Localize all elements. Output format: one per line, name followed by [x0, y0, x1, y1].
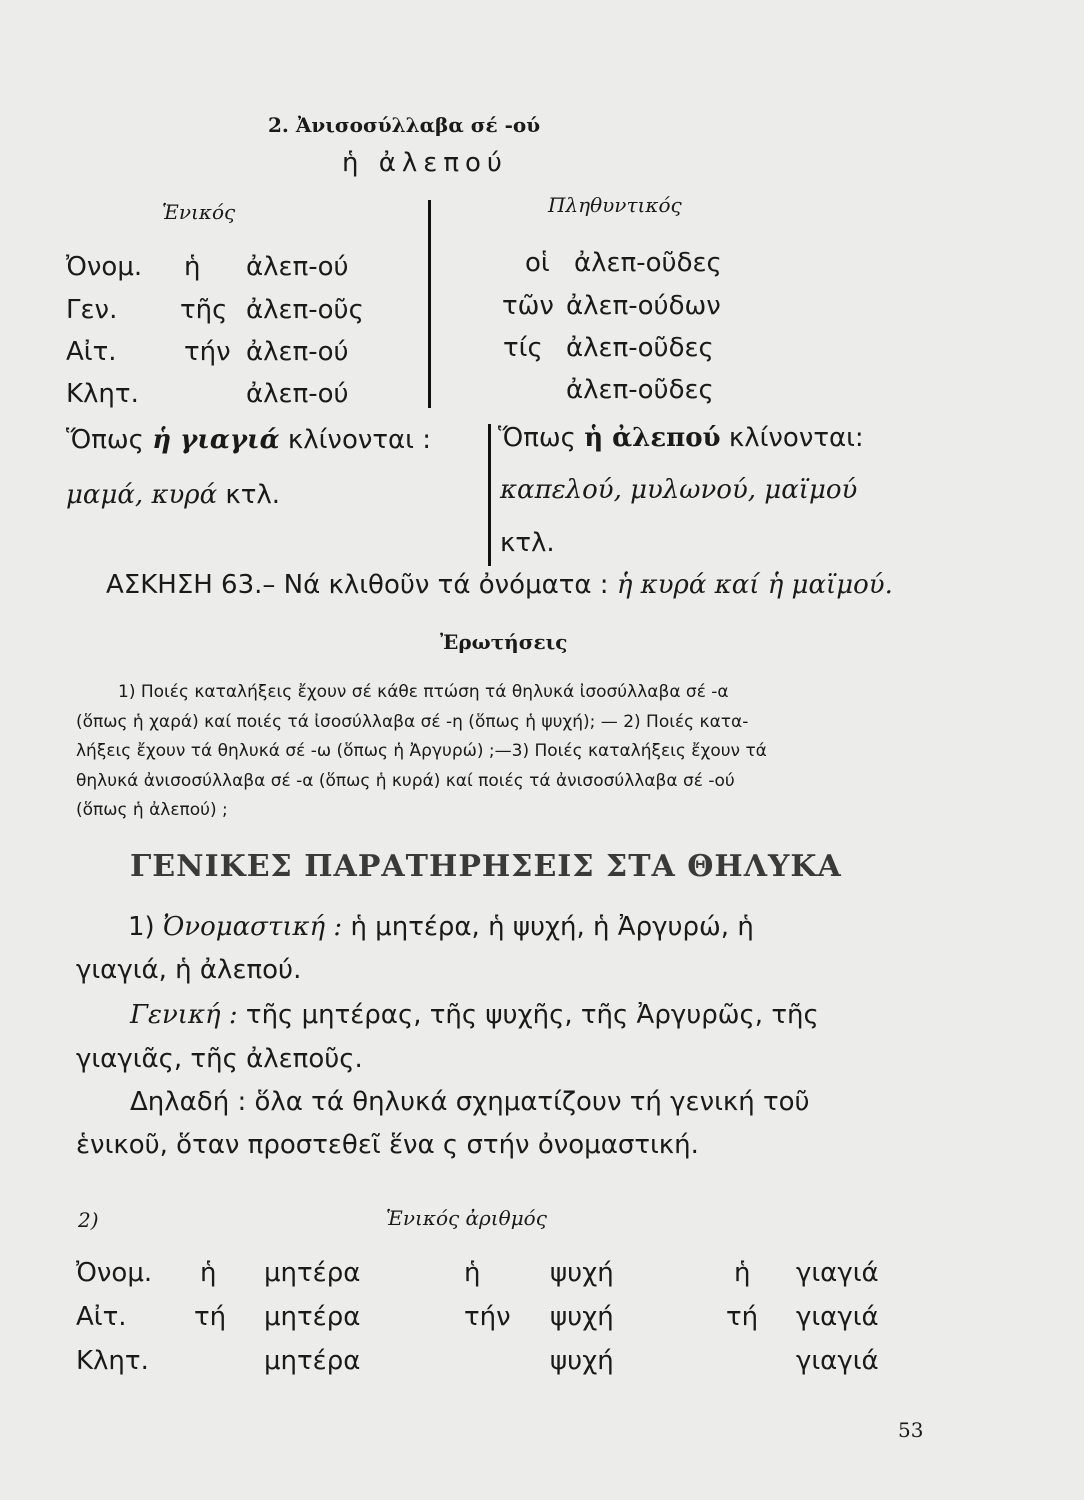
table2-number: 2)	[78, 1208, 99, 1232]
p1-label: Ὀνομαστική :	[162, 912, 343, 942]
table2-word: ψυχή	[550, 1258, 614, 1288]
right-examples-tail: κτλ.	[500, 528, 555, 558]
plural-form: ἀλεπ-οῦδες	[566, 333, 714, 363]
table2-word: μητέρα	[264, 1258, 361, 1288]
questions-heading: Ἐρωτήσεις	[440, 630, 568, 654]
p2-label: Γενική :	[130, 1000, 238, 1030]
left-examples	[66, 480, 280, 510]
left-examples-words: μαμά, κυρά	[66, 480, 218, 510]
general-p1	[128, 912, 754, 942]
right-note	[498, 423, 864, 453]
question-line: (ὅπως ἡ ἀλεπού) ;	[76, 800, 228, 820]
section-heading: 2. Ἀνισοσύλλαβα σέ -ού	[268, 113, 541, 137]
singular-form: ἀλεπ-ού	[246, 379, 349, 409]
question-line: θηλυκά ἀνισοσύλλαβα σέ -α (ὅπως ἡ κυρά) καί ποιές τά ἀνισοσύλλαβα σέ -ού	[76, 771, 735, 791]
table2-case: Ὀνομ.	[76, 1258, 153, 1288]
question-line: 1) Ποιές καταλήξεις ἔχουν σέ κάθε πτώση τά θηλυκά ἰσοσύλλαβα σέ -α	[118, 682, 729, 702]
general-p1-line2: γιαγιά, ἡ ἀλεπού.	[76, 955, 302, 985]
general-p2	[130, 1000, 819, 1030]
table2-article: ἡ	[200, 1258, 217, 1288]
table2-article: τήν	[464, 1302, 511, 1332]
singular-case: Γεν.	[66, 295, 118, 325]
left-note-post: κλίνονται :	[287, 425, 431, 455]
table2-article: ἡ	[464, 1258, 481, 1288]
right-examples: καπελού, μυλωνού, μαϊμού	[500, 475, 858, 505]
singular-form: ἀλεπ-ού	[246, 337, 349, 367]
table2-article: τή	[194, 1302, 227, 1332]
question-line: λήξεις ἔχουν τά θηλυκά σέ -ω (ὅπως ἡ Ἀργυρώ) ;—3) Ποιές καταλήξεις ἔχουν τά	[76, 741, 767, 761]
note-divider	[488, 424, 491, 566]
singular-case: Ὀνομ.	[66, 252, 143, 282]
right-note-post: κλίνονται:	[728, 423, 864, 453]
general-p2-line2: γιαγιᾶς, τῆς ἀλεποῦς.	[76, 1044, 363, 1074]
plural-label: Πληθυντικός	[548, 193, 682, 217]
table2-word: γιαγιά	[796, 1346, 879, 1376]
singular-case: Αἰτ.	[66, 337, 117, 367]
question-line: (ὅπως ἡ χαρά) καί ποιές τά ἰσοσύλλαβα σέ -η (ὅπως ἡ ψυχή); — 2) Ποιές κατα-	[76, 712, 749, 732]
left-examples-tail: κτλ.	[225, 480, 281, 510]
table2-word: γιαγιά	[796, 1302, 879, 1332]
exercise-words: ἡ κυρά καί ἡ μαϊμού.	[616, 570, 893, 600]
general-p3-line2: ἑνικοῦ, ὅταν προστεθεῖ ἕνα ς στήν ὀνομαστική.	[76, 1130, 699, 1160]
exercise-label: ΑΣΚΗΣΗ 63.– Νά κλιθοῦν τά ὀνόματα :	[106, 570, 609, 600]
singular-article: τῆς	[180, 295, 228, 325]
left-note	[66, 425, 431, 455]
table2-article: ἡ	[734, 1258, 751, 1288]
column-divider	[428, 200, 431, 408]
plural-form: ἀλεπ-οῦδες	[566, 375, 714, 405]
right-note-pre: Ὅπως	[498, 423, 576, 453]
general-p3-line1: Δηλαδή : ὅλα τά θηλυκά σχηματίζουν τή γενική τοῦ	[130, 1087, 810, 1117]
singular-case: Κλητ.	[66, 379, 139, 409]
table2-article: τή	[726, 1302, 759, 1332]
table2-case: Αἰτ.	[76, 1302, 127, 1332]
plural-form: ἀλεπ-ούδων	[566, 291, 721, 321]
table2-word: ψυχή	[550, 1302, 614, 1332]
p1-number: 1)	[128, 912, 155, 942]
plural-article: τῶν	[502, 291, 554, 321]
table2-word: γιαγιά	[796, 1258, 879, 1288]
declension-word: ἡ ἀλεπού	[342, 148, 508, 178]
singular-form: ἀλεπ-ού	[246, 252, 349, 282]
singular-label: Ἑνικός	[162, 200, 236, 224]
plural-form: ἀλεπ-οῦδες	[574, 248, 722, 278]
right-note-bold: ἡ ἀλεπού	[584, 423, 721, 453]
left-note-bold: ἡ γιαγιά	[152, 425, 280, 455]
table2-word: ψυχή	[550, 1346, 614, 1376]
exercise	[106, 570, 893, 600]
general-heading: ΓΕΝΙΚΕΣ ΠΑΡΑΤΗΡΗΣΕΙΣ ΣΤΑ ΘΗΛΥΚΑ	[130, 849, 842, 884]
table2-word: μητέρα	[264, 1346, 361, 1376]
p1-text: ἡ μητέρα, ἡ ψυχή, ἡ Ἀργυρώ, ἡ	[350, 912, 754, 942]
singular-article: τήν	[184, 337, 231, 367]
plural-article: οἱ	[525, 248, 550, 278]
singular-form: ἀλεπ-οῦς	[246, 295, 364, 325]
plural-article: τίς	[503, 333, 543, 363]
table2-word: μητέρα	[264, 1302, 361, 1332]
page-number: 53	[898, 1418, 924, 1442]
table2-case: Κλητ.	[76, 1346, 149, 1376]
table2-heading: Ἑνικός ἀριθμός	[386, 1206, 547, 1230]
singular-article: ἡ	[184, 252, 201, 282]
p2-text: τῆς μητέρας, τῆς ψυχῆς, τῆς Ἀργυρῶς, τῆς	[245, 1000, 819, 1030]
left-note-pre: Ὅπως	[66, 425, 144, 455]
